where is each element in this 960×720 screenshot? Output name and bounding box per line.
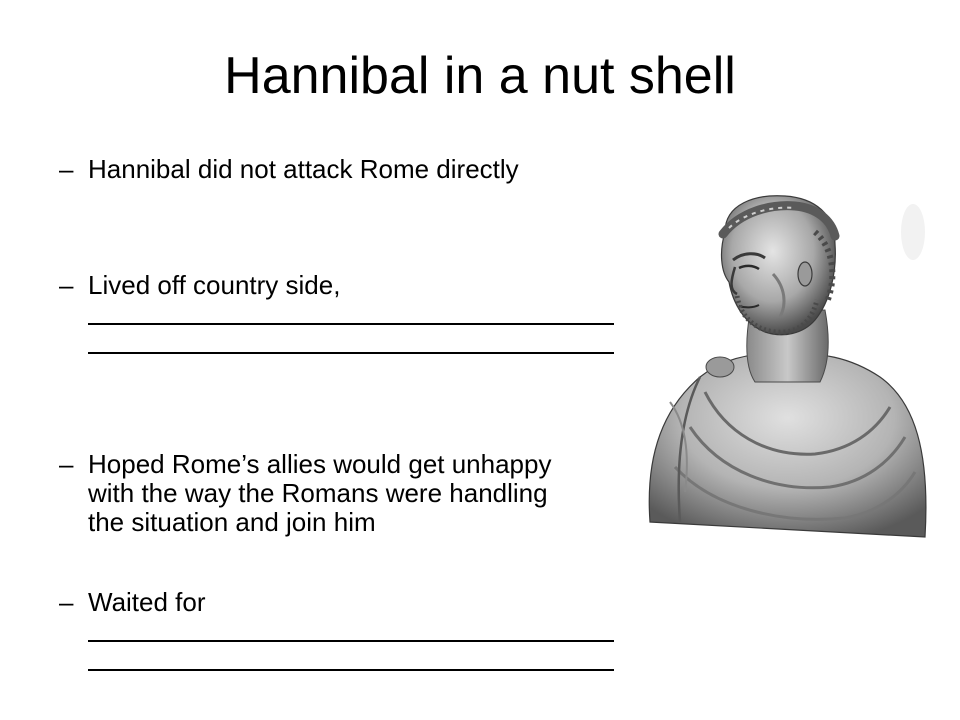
slide-title: Hannibal in a nut shell (224, 47, 736, 105)
fill-in-blank-line (88, 617, 614, 646)
bullet-text-line: the situation and join him (88, 507, 376, 537)
bullet-text: Lived off country side, (88, 270, 341, 300)
bullet-text-line: Hoped Rome’s allies would get unhappy (88, 449, 552, 479)
bullet-dash: – (59, 587, 74, 617)
bullet-dash: – (59, 449, 74, 479)
bullet-dash: – (59, 154, 74, 184)
fill-in-blank-line (88, 646, 614, 675)
bullet-text: Waited for (88, 587, 206, 617)
bullet-dash: – (59, 270, 74, 300)
hannibal-bust-image (645, 192, 930, 542)
fill-in-blank-line (88, 329, 614, 358)
bullet-attack-rome (59, 155, 619, 184)
fill-in-blank-line (88, 300, 614, 329)
bullet-text: Hannibal did not attack Rome directly (88, 154, 519, 184)
bullet-text-line: with the way the Romans were handling (88, 478, 548, 508)
bullet-lived-off-countryside (59, 271, 619, 358)
bullet-hoped-allies (59, 450, 619, 537)
bullet-waited-for (59, 588, 619, 675)
background-smudge (901, 204, 925, 260)
